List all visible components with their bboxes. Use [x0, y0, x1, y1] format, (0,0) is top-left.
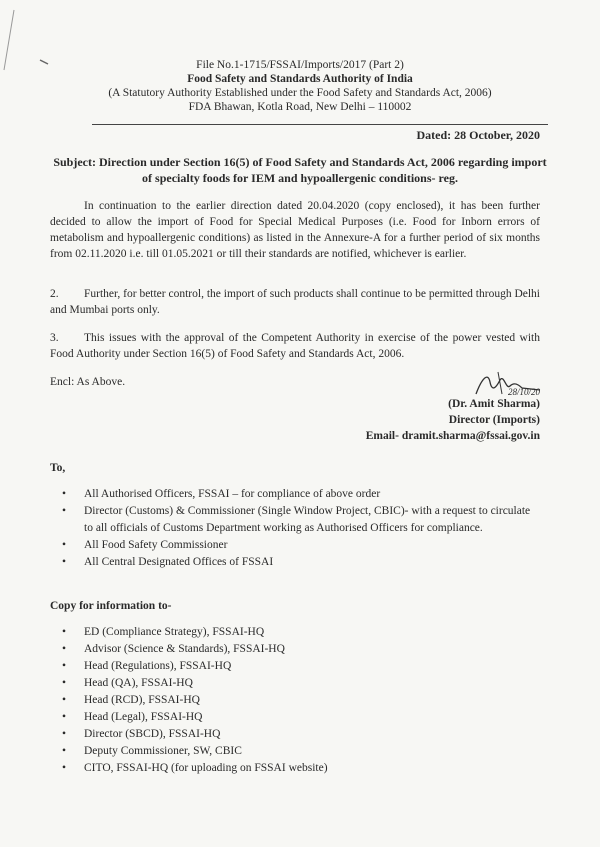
paragraph-2-number: 2.: [50, 288, 59, 300]
paragraph-3-text: This issues with the approval of the Competent Authority in exercise of the power vested with Food Authority under Section 16(5) of Food Safety and Standards Act, 2006.: [50, 332, 540, 360]
list-item: • Advisor (Science & Standards), FSSAI-HQ: [60, 641, 540, 658]
header-rule: [92, 124, 548, 125]
list-item: • Head (Legal), FSSAI-HQ: [60, 709, 540, 726]
date-line: Dated: 28 October, 2020: [416, 128, 540, 142]
enclosure: Encl: As Above.: [50, 376, 126, 388]
bullet-icon: •: [62, 505, 67, 517]
bullet-icon: •: [62, 762, 67, 774]
list-item: • ED (Compliance Strategy), FSSAI-HQ: [60, 624, 540, 641]
bullet-icon: •: [62, 539, 67, 551]
bullet-icon: •: [62, 745, 67, 757]
list-item: • Head (RCD), FSSAI-HQ: [60, 692, 540, 709]
statutory-line: (A Statutory Authority Established under the Food Safety and Standards Act, 2006): [108, 87, 492, 99]
paragraph-2-text: Further, for better control, the import of such products shall continue to be permitted through Delhi and Mumbai ports only.: [50, 288, 540, 316]
paragraph-3-number: 3.: [50, 332, 59, 344]
bullet-icon: •: [62, 677, 67, 689]
copy-label: Copy for information to-: [50, 600, 172, 612]
bullet-icon: •: [62, 643, 67, 655]
bullet-icon: •: [62, 711, 67, 723]
list-item: • Deputy Commissioner, SW, CBIC: [60, 743, 540, 760]
file-number: File No.1-1715/FSSAI/Imports/2017 (Part 2): [196, 59, 404, 71]
bullet-icon: •: [62, 660, 67, 672]
copy-list: [60, 624, 540, 777]
subject: Subject: Direction under Section 16(5) of Food Safety and Standards Act, 2006 regarding import of specialty foods for IEM and hypoallergenic conditions- reg.: [53, 155, 547, 185]
list-item: • Head (Regulations), FSSAI-HQ: [60, 658, 540, 675]
signatory-name: (Dr. Amit Sharma): [448, 398, 540, 410]
paragraph-3: [50, 330, 540, 362]
address: FDA Bhawan, Kotla Road, New Delhi – 110002: [188, 101, 412, 113]
bullet-icon: •: [62, 488, 67, 500]
list-item: • All Central Designated Offices of FSSAI: [60, 554, 540, 571]
signatory-designation: Director (Imports): [448, 414, 540, 426]
list-item: • Head (QA), FSSAI-HQ: [60, 675, 540, 692]
bullet-icon: •: [62, 626, 67, 638]
paragraph-2: [50, 286, 540, 318]
to-list: [60, 486, 540, 571]
signatory-email: Email- dramit.sharma@fssai.gov.in: [365, 430, 540, 442]
paragraph-1: In continuation to the earlier direction dated 20.04.2020 (copy enclosed), it has been further decided to allow the import of Food for Special Medical Purposes (i.e. Food for Inborn errors of metabolism and hypoallergenic conditions) as listed in the Annexure-A for a further period of six months from 02.11.2020 i.e. till 01.05.2021 or till their standards are notified, whichever is earlier.: [50, 200, 540, 260]
organisation-name: Food Safety and Standards Authority of India: [187, 73, 413, 85]
list-item: • Director (Customs) & Commissioner (Single Window Project, CBIC)- with a request to circulate to all officials of Customs Department working as Authorised Officers for compliance.: [62, 505, 531, 534]
list-item: • Director (SBCD), FSSAI-HQ: [60, 726, 540, 743]
bullet-icon: •: [62, 694, 67, 706]
signature-date: 28/10/20: [507, 387, 540, 397]
list-item: • All Authorised Officers, FSSAI – for compliance of above order: [60, 486, 540, 503]
to-label: To,: [50, 462, 66, 474]
list-item: • CITO, FSSAI-HQ (for uploading on FSSAI website): [60, 760, 540, 777]
bullet-icon: •: [62, 728, 67, 740]
list-item: • All Food Safety Commissioner: [60, 537, 540, 554]
bullet-icon: •: [62, 556, 67, 568]
